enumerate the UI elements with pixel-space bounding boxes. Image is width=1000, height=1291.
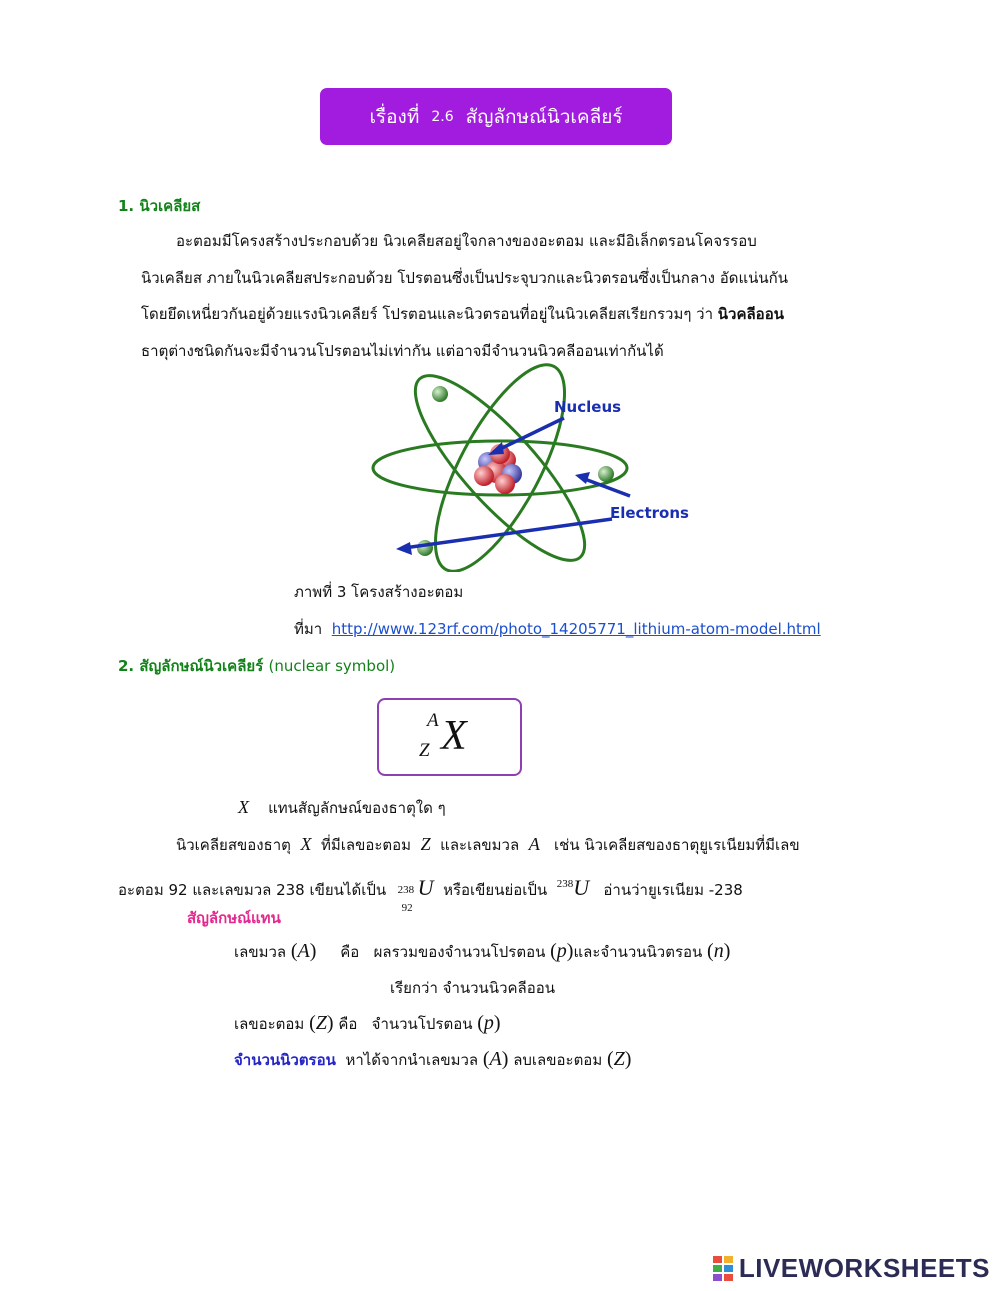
def-mass-sym: (A) (290, 940, 317, 962)
electron-1 (432, 386, 448, 402)
def-neutron-label: จำนวนนิวตรอน (234, 1051, 336, 1069)
nucleus-label: Nucleus (554, 398, 622, 416)
def-atomic (234, 1005, 501, 1043)
def-atomic-sym-var: Z (315, 1012, 327, 1034)
def-mass-label: เลขมวล (234, 943, 287, 961)
electron-3 (417, 540, 433, 556)
title-banner (320, 88, 672, 145)
explain-l1-d: เช่น นิวเคลียสของธาตุยูเรเนียมที่มีเลข (554, 836, 800, 854)
source-label: ที่มา (294, 620, 323, 638)
def-n-sym: (n) (707, 940, 731, 962)
explain-l2-a: อะตอม 92 และเลขมวล 238 เขียนได้เป็น (118, 881, 387, 899)
def-atomic-sym: (Z) (309, 1012, 334, 1034)
def-called: เรียกว่า จำนวนนิวคลีออน (390, 979, 555, 997)
uranium-symbol-short: U (573, 875, 590, 900)
section1-line-2: นิวเคลียส ภายในนิวเคลียสประกอบด้วย โปรตอนซึ่งเป็นประจุบวกและนิวตรอนซึ่งเป็นกลาง อัดแน่นกัน (141, 269, 788, 287)
def-atomic-p: (p) (477, 1012, 501, 1034)
arrow-electron-left-head (396, 542, 412, 555)
section1-heading: 1. นิวเคลียส (118, 197, 201, 215)
section1-line-3 (141, 296, 784, 333)
title-prefix: เรื่องที่ (369, 105, 420, 128)
logo-mark-icon (713, 1256, 735, 1282)
def-neutron-text-a: หาได้จากนำเลขมวล (345, 1051, 479, 1069)
uranium-symbol-full: U (417, 875, 434, 900)
figure-source (294, 611, 821, 648)
arrow-nucleus-head (488, 442, 504, 455)
explain-l2-b: หรือเขียนย่อเป็น (443, 881, 548, 899)
def-mass-sym-var: A (297, 940, 310, 962)
arrow-electron-right-head (575, 472, 590, 484)
x-explain (238, 789, 446, 827)
def-atomic-is: คือ (338, 1015, 358, 1033)
defs-heading: สัญลักษณ์แทน (187, 909, 281, 927)
explain-z: Z (420, 834, 431, 854)
title-number: 2.6 (431, 108, 454, 125)
section2-heading-text: 2. สัญลักษณ์นิวเคลียร์ (118, 657, 264, 675)
liveworksheets-logo (713, 1253, 990, 1284)
explain-x: X (300, 834, 312, 854)
def-and-neutron: และจำนวนนิวตรอน (573, 943, 703, 961)
uranium-short-mass: 238 (556, 878, 574, 890)
section1-line-1: อะตอมมีโครงสร้างประกอบด้วย นิวเคลียสอยู่ใจกลางของอะตอม และมีอิเล็กตรอนโคจรรอบ (176, 232, 757, 250)
nuclear-symbol-box (377, 698, 522, 776)
symbol-atomic-number: Z (419, 740, 430, 761)
def-neutron-text-b: ลบเลขอะตอม (513, 1051, 603, 1069)
def-neutron-z-var: Z (613, 1048, 625, 1070)
uranium-full-indices (396, 878, 418, 914)
source-link[interactable]: http://www.123rf.com/photo_14205771_lithium-atom-model.html (331, 620, 821, 638)
symbol-mass-number: A (427, 710, 439, 731)
def-mass (234, 933, 730, 971)
x-explain-text: แทนสัญลักษณ์ของธาตุใด ๆ (268, 799, 446, 817)
atom-diagram (360, 362, 710, 572)
section1-line-4: ธาตุต่างชนิดกันจะมีจำนวนโปรตอนไม่เท่ากัน แต่อาจมีจำนวนนิวคลีออนเท่ากันได้ (141, 342, 664, 360)
def-p-sym: (p) (550, 940, 574, 962)
uranium-mass-number: 238 (397, 883, 415, 896)
explain-l1-b: ที่มีเลขอะตอม (320, 836, 412, 854)
section2-heading (118, 654, 395, 678)
section2-heading-en: (nuclear symbol) (268, 657, 396, 675)
def-atomic-text: จำนวนโปรตอน (371, 1015, 473, 1033)
def-p-var: p (556, 940, 567, 962)
uranium-atomic-number: 92 (401, 901, 413, 914)
def-neutron-a: (A) (482, 1048, 509, 1070)
def-mass-is: คือ (340, 943, 360, 961)
def-neutron (234, 1041, 631, 1079)
explain-l2-c: อ่านว่ายูเรเนียม -238 (603, 881, 743, 899)
symbol-element: X (441, 713, 467, 759)
explain-a: A (528, 834, 540, 854)
explain-l1-a: นิวเคลียสของธาตุ (176, 836, 291, 854)
explain-line-2 (118, 866, 743, 914)
def-atomic-label: เลขอะตอม (234, 1015, 305, 1033)
nucleon-term: นิวคลีออน (717, 305, 784, 323)
def-neutron-z: (Z) (607, 1048, 632, 1070)
electrons-label: Electrons (610, 504, 689, 522)
def-atomic-p-var: p (483, 1012, 494, 1034)
explain-l1-c: และเลขมวล (440, 836, 520, 854)
section1-line-3-text: โดยยึดเหนี่ยวกันอยู่ด้วยแรงนิวเคลียร์ โปรตอนและนิวตรอนที่อยู่ในนิวเคลียสเรียกรวมๆ ว่า (141, 305, 718, 323)
electron-2 (598, 466, 614, 482)
title-text: สัญลักษณ์นิวเคลียร์ (465, 105, 623, 128)
def-mass-text: ผลรวมของจำนวนโปรตอน (373, 943, 546, 961)
logo-text: LIVEWORKSHEETS (738, 1253, 990, 1283)
figure-caption: ภาพที่ 3 โครงสร้างอะตอม (294, 583, 464, 601)
x-variable: X (238, 797, 249, 817)
def-neutron-a-var: A (489, 1048, 502, 1070)
def-n-var: n (713, 940, 724, 962)
explain-line-1 (176, 826, 800, 864)
